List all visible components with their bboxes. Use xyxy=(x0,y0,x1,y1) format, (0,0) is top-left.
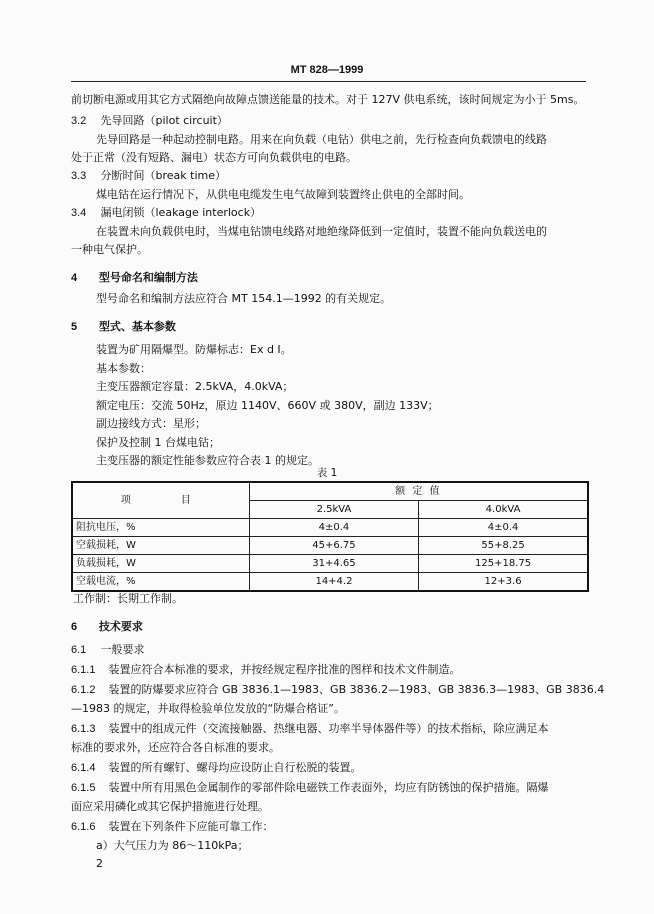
clause-3-3-heading xyxy=(71,169,226,183)
clause-text: 装置应符合本标准的要求，并按经规定程序批准的图样和技术文件制造。 xyxy=(108,663,461,676)
section-4-text-1: 型号命名和编制方法应符合 MT 154.1—1992 的有关规定。 xyxy=(96,292,392,305)
clause-number: 6.1.5 xyxy=(71,782,96,794)
row-value-4-0kva: 55+8.25 xyxy=(419,537,588,555)
table-1-caption: 表 1 xyxy=(316,467,338,479)
clause-6-1-4 xyxy=(71,761,362,775)
clause-number: 6.1.1 xyxy=(71,664,96,676)
clause-text: 装置中的组成元件（交流接触器、热继电器、功率半导体器件等）的技术指标，除应满足本 xyxy=(108,722,549,735)
section-5-line: 基本参数： xyxy=(96,362,151,375)
clause-text: 装置在下列条件下应能可靠工作： xyxy=(108,820,274,833)
clause-6-1-3-line-1 xyxy=(71,722,549,736)
clause-text: 装置的防爆要求应符合 GB 3836.1—1983、GB 3836.2—1983、GB 3836.3—1983、GB 3836.4 xyxy=(108,683,605,696)
section-4-heading xyxy=(71,271,198,285)
clause-title: 漏电闭锁（leakage interlock） xyxy=(100,206,262,219)
section-5-heading xyxy=(71,320,176,334)
header-divider xyxy=(71,81,586,82)
clause-text: 装置的所有螺钉、螺母均应设防止自行松脱的装置。 xyxy=(108,761,362,774)
column-header-4-0kva: 4.0kVA xyxy=(419,501,588,519)
clause-6-1-5-line-2: 面应采用磷化或其它保护措施进行处理。 xyxy=(71,800,269,813)
section-6-heading xyxy=(71,620,143,634)
clause-3-2-heading xyxy=(71,114,228,128)
item-column-header: 项 目 xyxy=(72,482,249,519)
clause-6-1-3-line-2: 标准的要求外，还应符合各自标准的要求。 xyxy=(71,741,280,754)
section-title: 型号命名和编制方法 xyxy=(98,271,198,284)
row-item: 空载损耗，W xyxy=(72,537,249,555)
row-item: 空载电流，% xyxy=(72,573,249,592)
table-row xyxy=(72,555,588,573)
row-value-2-5kva: 14+4.2 xyxy=(249,573,418,592)
clause-text: 装置中所有用黑色金属制作的零部件除电磁铁工作表面外，均应有防锈蚀的保护措施。隔爆 xyxy=(108,781,549,794)
clause-6-1-2-line-2: —1983 的规定，并取得检验单位发放的“防爆合格证”。 xyxy=(71,702,345,715)
table-row xyxy=(72,573,588,592)
section-number: 6 xyxy=(71,621,78,633)
row-value-4-0kva: 125+18.75 xyxy=(419,555,588,573)
row-value-4-0kva: 12+3.6 xyxy=(419,573,588,592)
table-1-note: 工作制：长期工作制。 xyxy=(73,592,183,605)
clause-number: 6.1 xyxy=(71,644,87,656)
clause-3-4-text-1: 在装置未向负载供电时，当煤电钻馈电线路对地绝缘降低到一定值时，装置不能向负载送电的 xyxy=(96,225,547,238)
table-row xyxy=(72,519,588,537)
rated-value-header: 额 定 值 xyxy=(249,482,588,501)
intro-line: 前切断电源或用其它方式隔绝向故障点馈送能量的技术。对于 127V 供电系统，该时间规定为小于 5ms。 xyxy=(71,93,585,106)
clause-number: 6.1.3 xyxy=(71,723,96,735)
section-title: 技术要求 xyxy=(98,620,143,633)
clause-3-4-heading xyxy=(71,206,261,220)
clause-3-3-text-1: 煤电钻在运行情况下，从供电电缆发生电气故障到装置终止供电的全部时间。 xyxy=(96,188,470,201)
clause-6-1-6 xyxy=(71,820,274,834)
clause-number: 3.2 xyxy=(71,115,87,127)
clause-3-4-text-2: 一种电气保护。 xyxy=(71,243,148,256)
clause-title: 先导回路（pilot circuit） xyxy=(100,114,228,127)
section-5-line: 额定电压：交流 50Hz，原边 1140V、660V 或 380V，副边 133V； xyxy=(96,399,439,412)
section-number: 4 xyxy=(71,272,78,284)
clause-number: 6.1.2 xyxy=(71,684,96,696)
row-item: 负载损耗，W xyxy=(72,555,249,573)
table-row xyxy=(72,537,588,555)
clause-6-1-5-line-1 xyxy=(71,781,549,795)
table-header-row xyxy=(72,482,588,501)
section-5-line: 主变压器额定容量：2.5kVA，4.0kVA； xyxy=(96,380,294,393)
clause-title: 一般要求 xyxy=(100,643,145,656)
clause-6-1-heading xyxy=(71,643,145,657)
section-5-line: 副边接线方式：星形； xyxy=(96,417,206,430)
standard-code-header: MT 828—1999 xyxy=(290,64,364,76)
clause-6-1-1 xyxy=(71,663,461,677)
section-title: 型式、基本参数 xyxy=(98,320,176,333)
clause-number: 6.1.4 xyxy=(71,762,96,774)
row-value-4-0kva: 4±0.4 xyxy=(419,519,588,537)
column-header-2-5kva: 2.5kVA xyxy=(249,501,418,519)
table-1 xyxy=(71,481,589,592)
section-5-line: 主变压器的额定性能参数应符合表 1 的规定。 xyxy=(96,454,319,467)
clause-number: 3.3 xyxy=(71,170,87,182)
section-5-line: 装置为矿用隔爆型。防爆标志：Ex d Ⅰ。 xyxy=(96,343,292,356)
page-number: 2 xyxy=(96,857,103,870)
section-number: 5 xyxy=(71,321,78,333)
row-value-2-5kva: 31+4.65 xyxy=(249,555,418,573)
row-item: 阻抗电压，% xyxy=(72,519,249,537)
clause-6-1-6-item-a: a）大气压力为 86～110kPa； xyxy=(96,839,249,852)
clause-3-2-text-2: 处于正常（没有短路、漏电）状态方可向负载供电的电路。 xyxy=(71,151,357,164)
row-value-2-5kva: 45+6.75 xyxy=(249,537,418,555)
clause-number: 3.4 xyxy=(71,207,87,219)
row-value-2-5kva: 4±0.4 xyxy=(249,519,418,537)
clause-3-2-text-1: 先导回路是一种起动控制电路。用来在向负载（电钻）供电之前，先行检查向负载馈电的线路 xyxy=(96,133,547,146)
section-5-line: 保护及控制 1 台煤电钻； xyxy=(96,436,220,449)
clause-title: 分断时间（break time） xyxy=(100,169,226,182)
clause-number: 6.1.6 xyxy=(71,821,96,833)
clause-6-1-2-line-1 xyxy=(71,683,604,697)
